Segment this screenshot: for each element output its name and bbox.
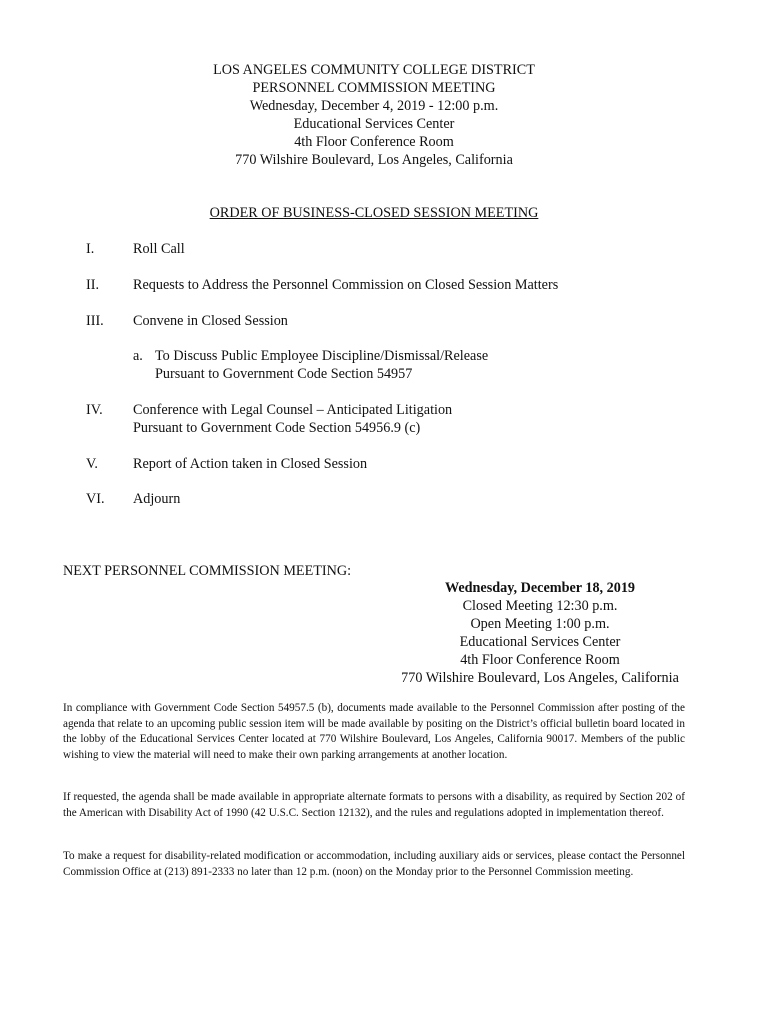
district-name: LOS ANGELES COMMUNITY COLLEGE DISTRICT: [213, 62, 535, 78]
meeting-datetime: Wednesday, December 4, 2019 - 12:00 p.m.: [249, 97, 499, 114]
agenda-item-number: IV.: [86, 402, 103, 418]
agenda-subitem-text: Pursuant to Government Code Section 54957: [155, 366, 413, 382]
next-meeting-room: 4th Floor Conference Room: [460, 651, 620, 668]
accommodation-notice: To make a request for disability-related modification or accommodation, including auxiliary aids or services, please contact the Personnel Commission Office at (213) 891-2333 no later than 12 p.m. (noon) on the Monday prior to the Personnel Commission meeting.: [63, 850, 685, 878]
meeting-building: Educational Services Center: [293, 115, 455, 132]
agenda-item-text: Requests to Address the Personnel Commission on Closed Session Matters: [133, 277, 559, 293]
agenda-item-number: VI.: [86, 491, 105, 507]
agenda-item-number: I.: [86, 241, 95, 257]
agenda-item-text: Convene in Closed Session: [133, 313, 288, 329]
agenda-item-text: Conference with Legal Counsel – Anticipated Litigation: [133, 402, 453, 418]
meeting-room: 4th Floor Conference Room: [294, 133, 454, 150]
next-meeting-date: Wednesday, December 18, 2019: [444, 580, 636, 596]
order-of-business-title: ORDER OF BUSINESS-CLOSED SESSION MEETING: [209, 205, 539, 221]
next-meeting-details: [370, 580, 710, 687]
next-meeting-address: 770 Wilshire Boulevard, Los Angeles, California: [401, 669, 679, 686]
agenda-item-number: II.: [86, 277, 99, 293]
next-meeting-building: Educational Services Center: [459, 633, 621, 650]
compliance-notice: In compliance with Government Code Section 54957.5 (b), documents made available to the Personnel Commission after posting of the agenda that relate to an upcoming public session item will be made available by positing on the District’s official bulletin board located in the lobby of the Educational Services Center located at 770 Wilshire Boulevard, Los Angeles, California 90017. Members of the public wishing to view the material will need to make their own parking arrangements at another location.: [63, 702, 685, 761]
meeting-address: 770 Wilshire Boulevard, Los Angeles, California: [235, 151, 513, 168]
agenda-item-text: Adjourn: [133, 491, 181, 507]
agenda-item-number: III.: [86, 313, 104, 329]
alternate-formats-notice: If requested, the agenda shall be made available in appropriate alternate formats to persons with a disability, as required by Section 202 of the American with Disability Act of 1990 (42 U.S.C. Section 12132), and the rules and regulations adopted in implementation thereof.: [63, 791, 685, 819]
agenda-item-text: Report of Action taken in Closed Session: [133, 456, 368, 472]
document-header: [0, 62, 748, 169]
agenda-subitem-letter: a.: [133, 348, 143, 364]
meeting-name: PERSONNEL COMMISSION MEETING: [252, 79, 496, 96]
next-meeting-label: NEXT PERSONNEL COMMISSION MEETING:: [63, 563, 352, 579]
agenda-item-text: Roll Call: [133, 241, 185, 257]
next-meeting-open-time: Open Meeting 1:00 p.m.: [470, 615, 610, 632]
next-meeting-closed-time: Closed Meeting 12:30 p.m.: [462, 597, 618, 614]
agenda-subitem-text: To Discuss Public Employee Discipline/Dismissal/Release: [155, 348, 489, 364]
agenda-item-number: V.: [86, 456, 98, 472]
agenda-item-text: Pursuant to Government Code Section 54956.9 (c): [133, 420, 421, 436]
